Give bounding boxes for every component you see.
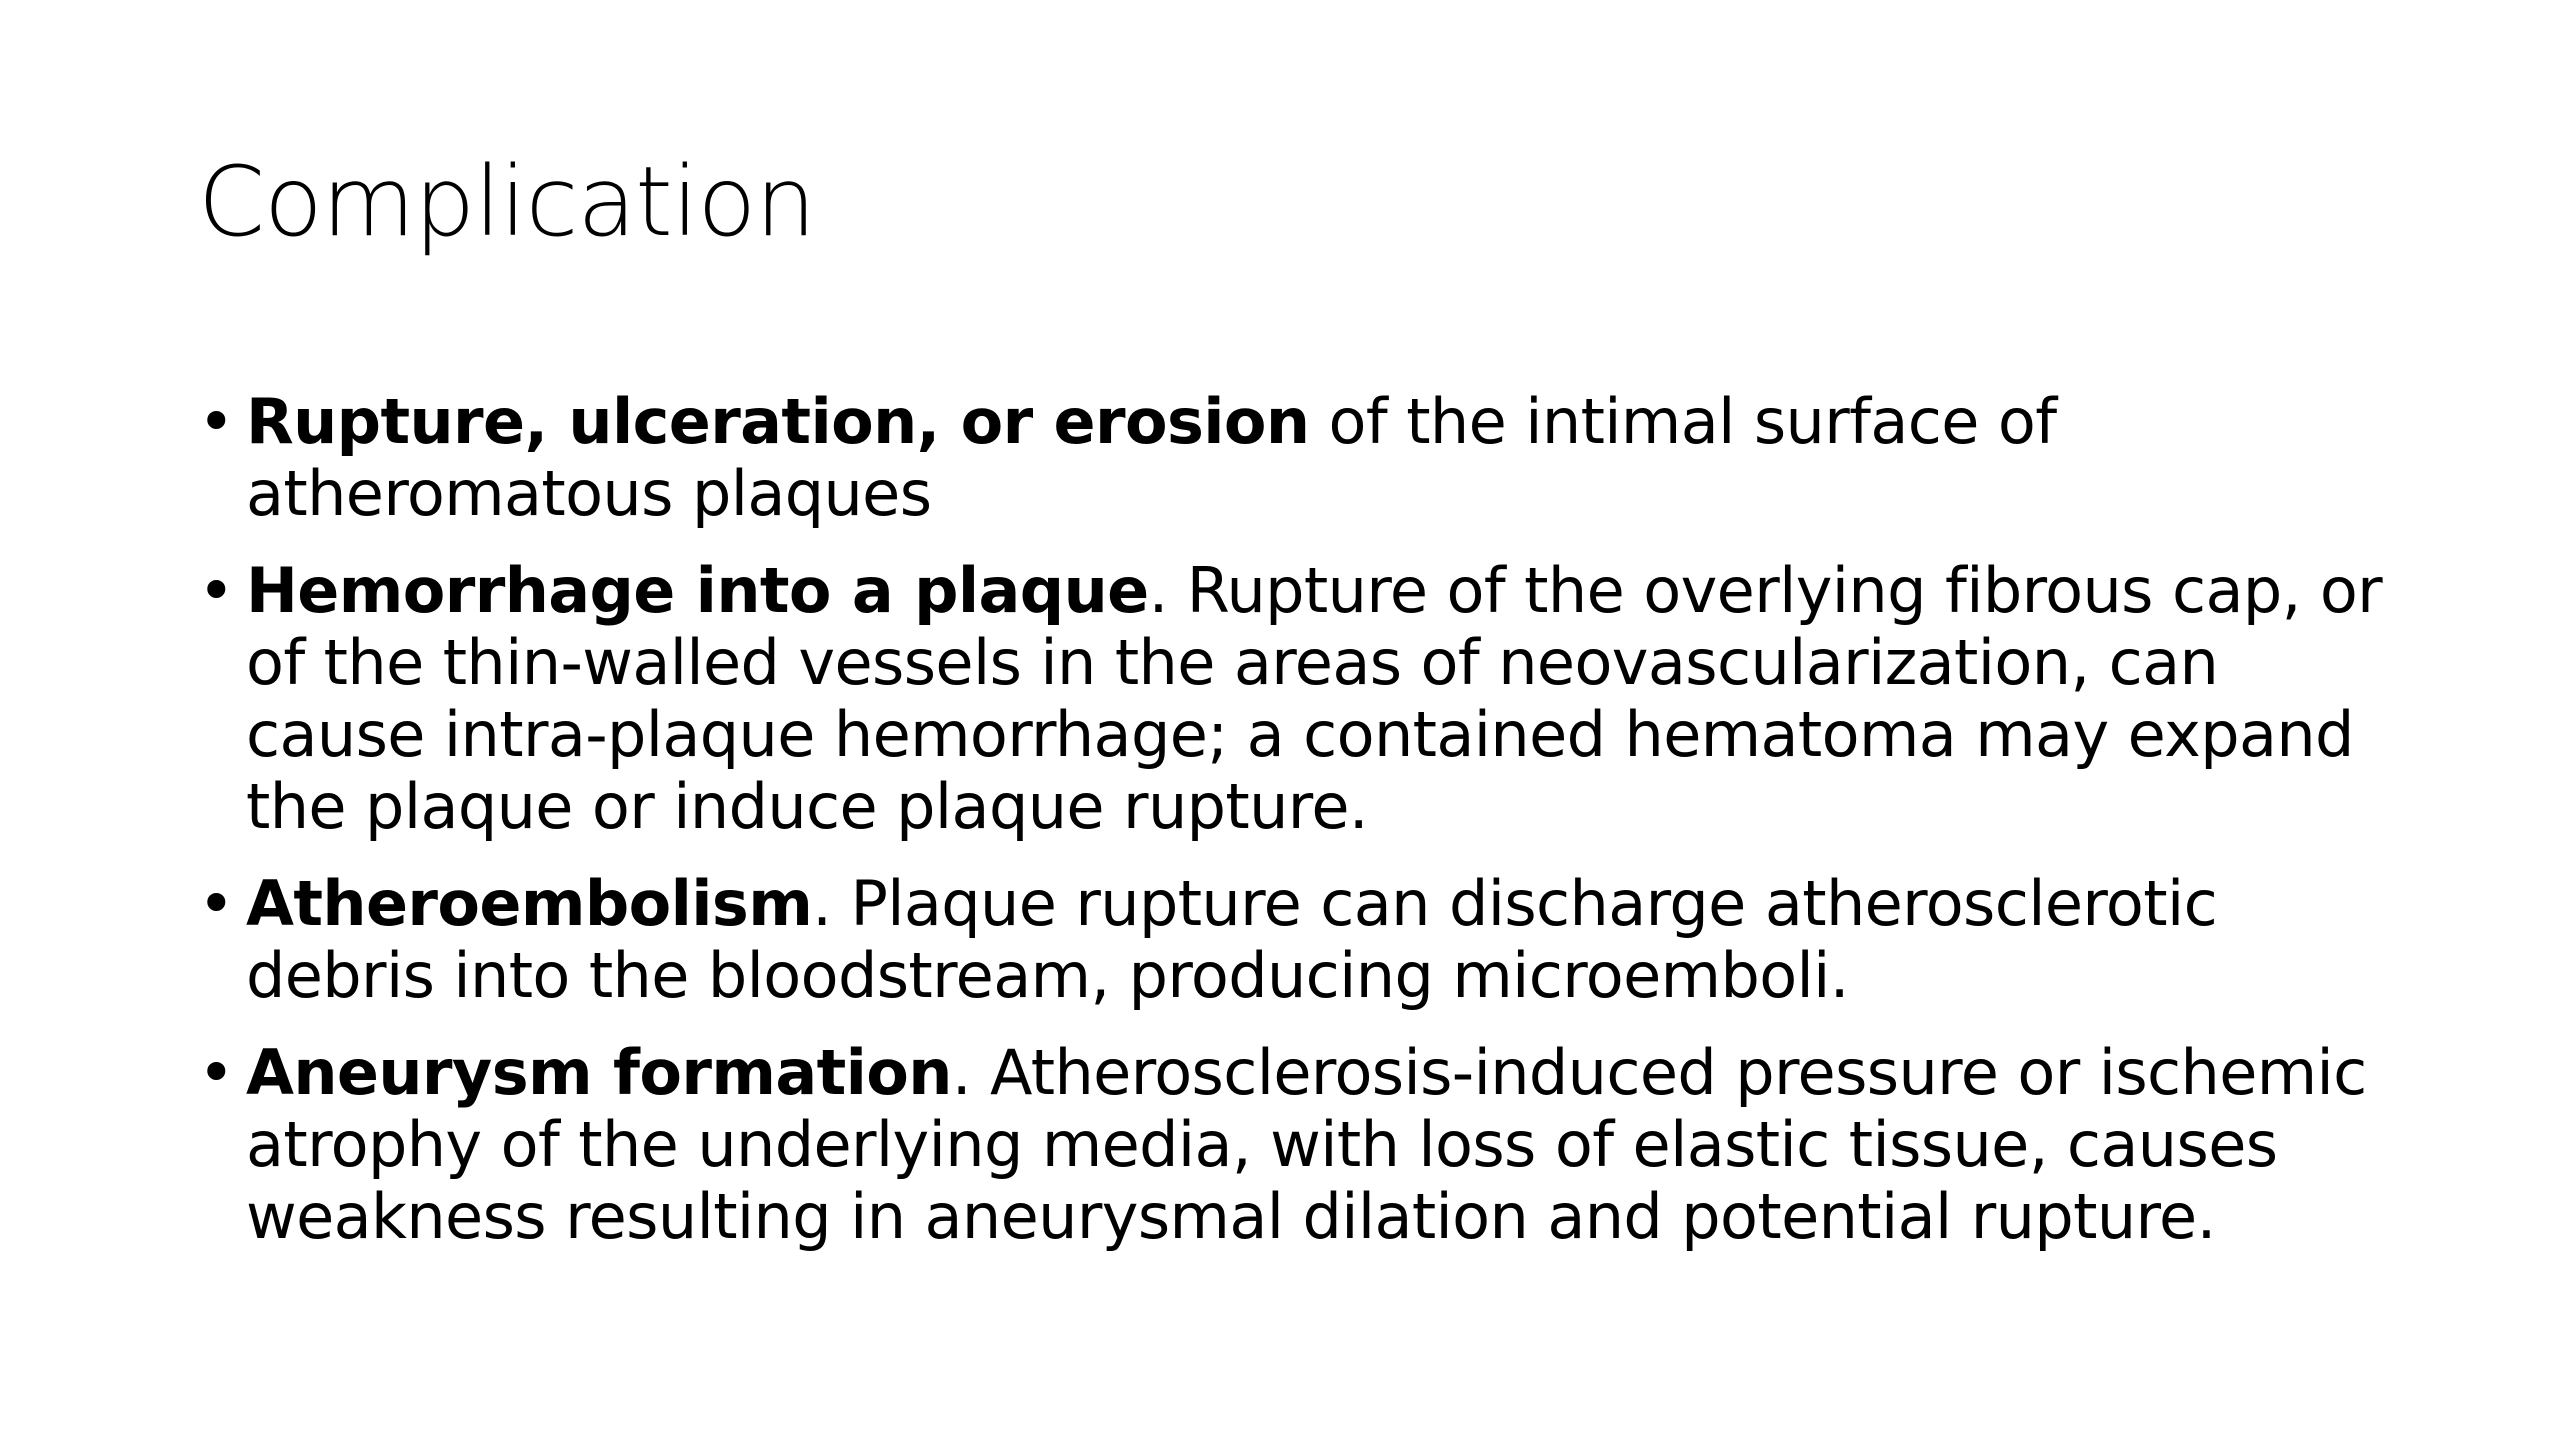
bullet-heading: Hemorrhage into a plaque (246, 554, 1149, 627)
bullet-list (198, 386, 2398, 1278)
bullet-icon: • (198, 867, 234, 940)
bullet-text: . Rupture of the overlying fibrous cap, or of the thin-walled vessels in the areas of neovascularization, can cause intra-plaque hemorrhage; a contained hematoma may expand the plaque or induce plaque rupture. (246, 554, 2383, 843)
bullet-icon: • (198, 1036, 234, 1109)
bullet-item-aneurysm (198, 1037, 2398, 1253)
bullet-heading: Aneurysm formation (246, 1036, 952, 1109)
bullet-text: . Atherosclerosis-induced pressure or ischemic atrophy of the underlying media, with loss of elastic tissue, causes weakness resulting in aneurysmal dilation and potential rupture. (246, 1036, 2367, 1253)
bullet-text: of the intimal surface of atheromatous plaques (246, 385, 2057, 530)
bullet-item-hemorrhage (198, 555, 2398, 843)
bullet-icon: • (198, 554, 234, 627)
bullet-icon: • (198, 385, 234, 458)
bullet-heading: Atheroembolism (246, 867, 813, 940)
bullet-item-rupture (198, 386, 2398, 530)
bullet-text: . Plaque rupture can discharge atherosclerotic debris into the bloodstream, producing microemboli. (246, 867, 2218, 1012)
bullet-heading: Rupture, ulceration, or erosion (246, 385, 1310, 458)
bullet-item-atheroembolism (198, 868, 2398, 1012)
slide-title: Complication (198, 146, 816, 258)
